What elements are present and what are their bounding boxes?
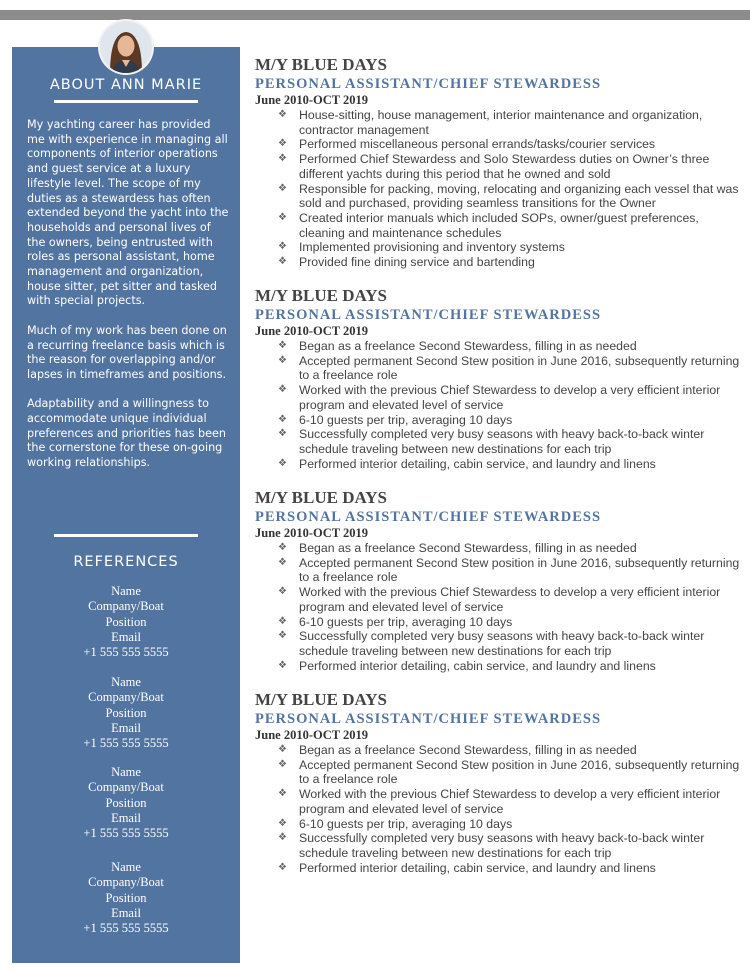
diamond-bullet-icon: ❖ — [278, 138, 287, 150]
duty-list — [255, 339, 745, 471]
duty-item: ❖ Worked with the previous Chief Stewardess to develop a very efficient interior program and elevated level of service — [278, 787, 721, 816]
references-divider — [54, 534, 198, 537]
diamond-bullet-icon: ❖ — [278, 659, 287, 671]
duty-list — [255, 108, 745, 270]
job-entry — [255, 690, 745, 875]
duty-item: ❖ House-sitting, house management, interior maintenance and organization, contractor management — [278, 108, 703, 137]
diamond-bullet-icon: ❖ — [278, 211, 287, 223]
reference-entry — [12, 584, 240, 660]
diamond-bullet-icon: ❖ — [278, 256, 287, 268]
job-role: PERSONAL ASSISTANT/CHIEF STEWARDESS — [255, 509, 602, 525]
duty-item: ❖ Successfully completed very busy seasons with heavy back-to-back winter schedule traveling between new destinations for each trip — [278, 629, 705, 658]
duty-item: ❖ Provided fine dining service and bartending — [278, 255, 535, 270]
about-heading: ABOUT ANN MARIE — [49, 77, 203, 93]
job-dates: June 2010-OCT 2019 — [255, 93, 368, 107]
diamond-bullet-icon: ❖ — [278, 340, 287, 351]
reference-phone: +1 555 555 5555 — [83, 826, 169, 841]
duty-item: ❖ Created interior manuals which included SOPs, owner/guest preferences, cleaning and maintenance schedules — [278, 210, 699, 240]
diamond-bullet-icon: ❖ — [278, 586, 287, 598]
duty-item: ❖ 6-10 guests per trip, averaging 10 days — [278, 614, 513, 629]
job-vessel: M/Y BLUE DAYS — [255, 690, 387, 709]
duty-item: ❖ Accepted permanent Second Stew position in June 2016, subsequently returning to a freelance role — [278, 757, 740, 787]
duty-item: ❖ Performed interior detailing, cabin service, and laundry and linens — [278, 860, 656, 875]
reference-name: Name — [111, 860, 141, 874]
reference-entry — [12, 675, 240, 751]
reference-entry — [12, 765, 240, 841]
diamond-bullet-icon: ❖ — [278, 615, 287, 627]
diamond-bullet-icon: ❖ — [278, 109, 287, 120]
about-paragraph: Much of my work has been done on a recurring freelance basis which is the reason for overlapping and/or lapses in timeframes and positions. — [27, 323, 227, 381]
job-role: PERSONAL ASSISTANT/CHIEF STEWARDESS — [255, 711, 602, 727]
about-paragraph: Adaptability and a willingness to accommodate unique individual preferences and priorities has been the cornerstone for these on-going working relationships. — [27, 397, 226, 470]
reference-position: Position — [105, 890, 147, 905]
job-dates: June 2010-OCT 2019 — [255, 728, 368, 742]
duty-item: ❖ Successfully completed very busy seasons with heavy back-to-back winter schedule traveling between new destinations for each trip — [278, 831, 705, 860]
diamond-bullet-icon: ❖ — [278, 788, 287, 800]
duty-item: ❖ Worked with the previous Chief Stewardess to develop a very efficient interior program and elevated level of service — [278, 585, 721, 614]
profile-photo — [100, 21, 152, 73]
about-paragraph: My yachting career has provided me with experience in managing all components of interior operations and guest service at a luxury lifestyle level. The scope of my duties as a stewardess has often extended beyond the yacht into the households and personal lives of the owners, being entrusted with roles as personal assistant, home management and organization, house sitter, pet sitter and tasked with special projects. — [27, 118, 229, 308]
top-accent-bar — [0, 10, 750, 20]
diamond-bullet-icon: ❖ — [278, 758, 287, 770]
reference-name: Name — [111, 584, 141, 598]
diamond-bullet-icon: ❖ — [278, 556, 287, 568]
reference-position: Position — [105, 614, 147, 629]
references-heading: REFERENCES — [73, 554, 179, 570]
duty-item: ❖ Performed interior detailing, cabin service, and laundry and linens — [278, 658, 656, 673]
duty-item: ❖ Successfully completed very busy seasons with heavy back-to-back winter schedule traveling between new destinations for each trip — [278, 427, 705, 456]
job-entry — [255, 286, 745, 471]
diamond-bullet-icon: ❖ — [278, 457, 287, 469]
duty-list — [255, 541, 745, 673]
duty-item: ❖ Responsible for packing, moving, relocating and organizing each vessel that was sold and purchased, providing seamless transitions for the Owner — [278, 181, 739, 211]
duty-item: ❖ Began as a freelance Second Stewardess, filling in as needed — [278, 743, 637, 757]
job-vessel: M/Y BLUE DAYS — [255, 488, 387, 507]
reference-name: Name — [111, 765, 141, 779]
duty-item: ❖ Implemented provisioning and inventory systems — [278, 240, 565, 255]
diamond-bullet-icon: ❖ — [278, 384, 287, 396]
reference-company: Company/Boat — [88, 875, 164, 890]
diamond-bullet-icon: ❖ — [278, 630, 287, 642]
duty-item: ❖ Accepted permanent Second Stew position in June 2016, subsequently returning to a freelance role — [278, 555, 740, 585]
reference-email: Email — [111, 905, 141, 920]
job-dates: June 2010-OCT 2019 — [255, 324, 368, 338]
diamond-bullet-icon: ❖ — [278, 413, 287, 425]
duty-item: ❖ Performed Chief Stewardess and Solo Stewardess duties on Owner’s three different yachts during this period that he owned and sold — [278, 152, 710, 181]
diamond-bullet-icon: ❖ — [278, 861, 287, 873]
job-entry — [255, 55, 745, 270]
reference-name: Name — [111, 675, 141, 689]
diamond-bullet-icon: ❖ — [278, 542, 287, 553]
duty-item: ❖ Began as a freelance Second Stewardess, filling in as needed — [278, 541, 637, 555]
reference-company: Company/Boat — [88, 780, 164, 795]
reference-email: Email — [111, 629, 141, 644]
diamond-bullet-icon: ❖ — [278, 832, 287, 844]
reference-company: Company/Boat — [88, 690, 164, 705]
diamond-bullet-icon: ❖ — [278, 182, 287, 194]
reference-email: Email — [111, 720, 141, 735]
reference-phone: +1 555 555 5555 — [83, 645, 169, 660]
duty-item: ❖ 6-10 guests per trip, averaging 10 days — [278, 816, 513, 831]
duty-item: ❖ Worked with the previous Chief Stewardess to develop a very efficient interior program and elevated level of service — [278, 383, 721, 412]
job-vessel: M/Y BLUE DAYS — [255, 286, 387, 305]
duty-item: ❖ Accepted permanent Second Stew position in June 2016, subsequently returning to a freelance role — [278, 353, 740, 383]
reference-company: Company/Boat — [88, 599, 164, 614]
job-role: PERSONAL ASSISTANT/CHIEF STEWARDESS — [255, 307, 602, 323]
diamond-bullet-icon: ❖ — [278, 354, 287, 366]
job-entry — [255, 488, 745, 673]
diamond-bullet-icon: ❖ — [278, 428, 287, 440]
reference-phone: +1 555 555 5555 — [83, 736, 169, 751]
job-role: PERSONAL ASSISTANT/CHIEF STEWARDESS — [255, 76, 602, 92]
about-divider — [54, 100, 198, 103]
duty-item: ❖ 6-10 guests per trip, averaging 10 days — [278, 412, 513, 427]
diamond-bullet-icon: ❖ — [278, 153, 287, 165]
diamond-bullet-icon: ❖ — [278, 241, 287, 253]
reference-entry — [12, 860, 240, 936]
reference-email: Email — [111, 810, 141, 825]
duty-item: ❖ Performed interior detailing, cabin service, and laundry and linens — [278, 456, 656, 471]
reference-phone: +1 555 555 5555 — [83, 921, 169, 936]
diamond-bullet-icon: ❖ — [278, 817, 287, 829]
duty-item: ❖ Performed miscellaneous personal errands/tasks/courier services — [278, 137, 656, 152]
job-dates: June 2010-OCT 2019 — [255, 526, 368, 540]
reference-position: Position — [105, 795, 147, 810]
duty-item: ❖ Began as a freelance Second Stewardess, filling in as needed — [278, 339, 637, 353]
duty-list — [255, 743, 745, 875]
reference-position: Position — [105, 705, 147, 720]
about-text — [27, 118, 231, 486]
diamond-bullet-icon: ❖ — [278, 744, 287, 755]
job-vessel: M/Y BLUE DAYS — [255, 55, 387, 74]
